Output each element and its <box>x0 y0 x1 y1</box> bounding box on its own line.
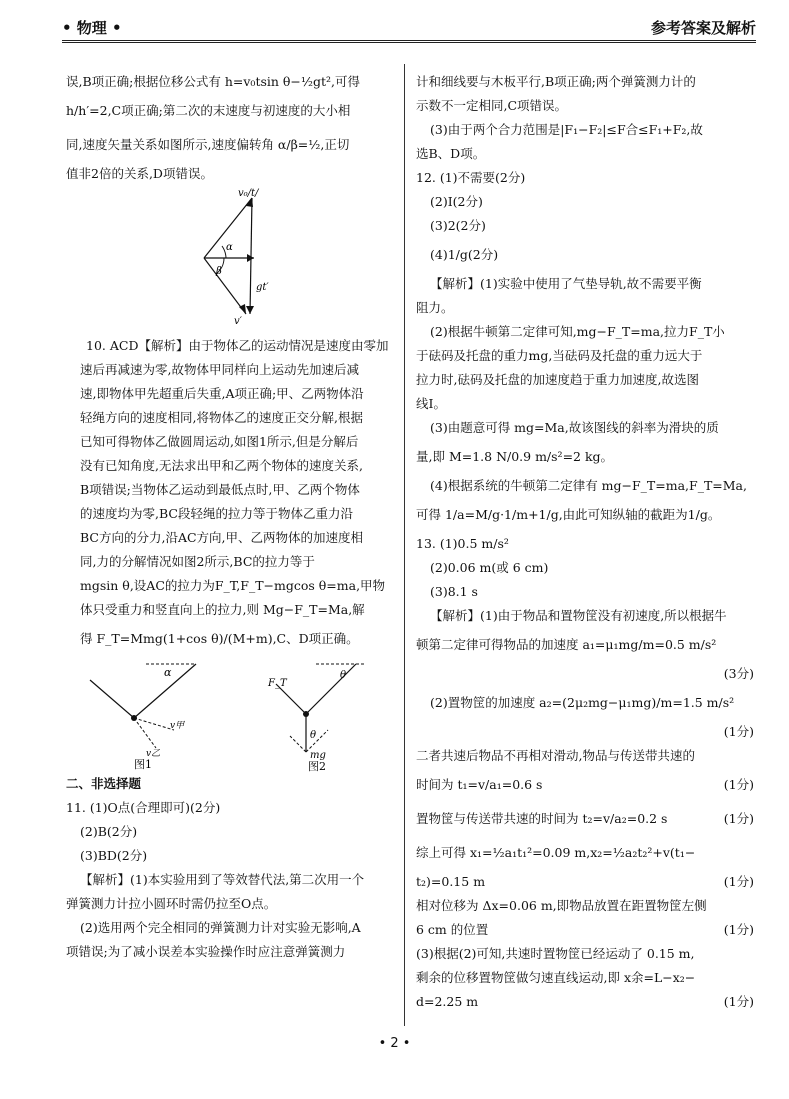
text-line: 轻绳方向的速度相同,将物体乙的速度正交分解,根据 <box>80 410 363 425</box>
vector-v-prime <box>204 258 246 314</box>
text-line: (3)BD(2分) <box>80 848 148 863</box>
text-line: 顿第二定律可得物品的加速度 a₁=μ₁mg/m=0.5 m/s² <box>416 637 717 652</box>
text-line: 于砝码及托盘的重力mg,当砝码及托盘的重力远大于 <box>416 348 703 363</box>
text-line: 拉力时,砝码及托盘的加速度趋于重力加速度,故选图 <box>416 372 699 387</box>
line-text: d=2.25 m <box>416 994 479 1009</box>
fig-label: F_T <box>268 678 287 689</box>
fig-label: α <box>164 666 172 679</box>
text-line: 量,即 M=1.8 N/0.9 m/s²=2 kg。 <box>416 449 614 464</box>
left-column <box>66 70 392 964</box>
text-line: 【解析】(1)实验中使用了气垫导轨,故不需要平衡 <box>430 276 702 291</box>
line-text: 6 cm 的位置 <box>416 922 489 937</box>
question-10-first-line: 10. ACD【解析】由于物体乙的运动情况是速度由零加 <box>86 338 389 353</box>
fig-label: θ <box>340 670 347 681</box>
score-points: (1分) <box>723 777 754 792</box>
header-title: 参考答案及解析 <box>650 19 756 37</box>
text-line: (3)8.1 s <box>430 584 478 599</box>
text-line: 【解析】(1)本实验用到了等效替代法,第二次用一个 <box>80 872 365 887</box>
text-line: 示数不一定相同,C项错误。 <box>416 98 568 113</box>
text-line: 阻力。 <box>416 300 454 315</box>
fig-caption: 图1 <box>134 758 152 771</box>
text-line: (3)2(2分) <box>430 218 486 233</box>
text-line: (3)由于两个合力范围是|F₁−F₂|≤F合≤F₁+F₂,故 <box>430 122 703 137</box>
text-line: (4)1/g(2分) <box>430 247 499 262</box>
scored-line <box>416 768 756 802</box>
score-points: (1分) <box>723 811 754 826</box>
fig1-label: α <box>226 242 233 253</box>
score-points: (1分) <box>723 994 754 1009</box>
rope-ac <box>90 680 134 718</box>
text-line: 没有已知角度,无法求出甲和乙两个物体的速度关系, <box>80 458 363 473</box>
text-line <box>66 334 392 358</box>
page-header <box>62 14 756 43</box>
text-line: 误,B项正确;根据位移公式有 h=v₀tsin θ−½gt²,可得 <box>66 74 361 89</box>
text-line: 同,力的分解情况如图2所示,BC的拉力等于 <box>80 554 315 569</box>
text-line: 计和细线要与木板平行,B项正确;两个弹簧测力计的 <box>416 74 696 89</box>
fig-caption: 图2 <box>308 760 326 772</box>
arrowhead <box>246 306 254 314</box>
velocity-component <box>134 718 174 730</box>
text-line: BC方向的分力,沿AC方向,甲、乙两物体的加速度相 <box>80 530 364 545</box>
fig-label: θ <box>310 730 317 741</box>
score-points: (1分) <box>723 922 754 937</box>
fig1-label: v′ <box>234 316 242 327</box>
scored-line <box>416 662 756 686</box>
scored-line <box>416 836 756 870</box>
text-line: (2)0.06 m(或 6 cm) <box>430 560 549 575</box>
score-points: (1分) <box>723 874 754 889</box>
text-line: 已知可得物体乙做圆周运动,如图1所示,但是分解后 <box>80 434 359 449</box>
text-line: 11. (1)O点(合理即可)(2分) <box>66 800 221 815</box>
text-line: (4)根据系统的牛顿第二定律有 mg−F_T=ma,F_T=Ma, <box>430 478 747 493</box>
scored-line <box>416 870 756 894</box>
text-line: 13. (1)0.5 m/s² <box>416 536 509 551</box>
scored-line <box>416 942 756 966</box>
text-line: (2)Ⅰ(2分) <box>430 194 483 209</box>
arrowhead <box>246 198 253 207</box>
section-title: 二、非选择题 <box>66 776 142 791</box>
force-diagrams <box>66 656 392 772</box>
header-subject: • 物理 • <box>62 19 122 37</box>
line-text: 二者共速后物品不再相对滑动,物品与传送带共速的 <box>416 748 695 763</box>
text-line: (2)B(2分) <box>80 824 138 839</box>
text-line: mgsin θ,设AC的拉力为F_T,F_T−mgcos θ=ma,甲物 <box>80 578 386 593</box>
line-text: (2)置物筐的加速度 a₂=(2μ₂mg−μ₁mg)/m=1.5 m/s² <box>430 695 735 710</box>
text-line: (2)根据牛顿第二定律可知,mg−F_T=ma,拉力F_T小 <box>430 324 725 339</box>
scored-line <box>416 990 756 1014</box>
force-diagrams-svg <box>66 656 392 772</box>
fig-label: v乙 <box>146 749 161 759</box>
text-line: 选B、D项。 <box>416 146 486 161</box>
scored-line <box>416 720 756 744</box>
score-points: (1分) <box>723 724 754 739</box>
fig1-label: v₀/t/ <box>238 188 259 199</box>
object-yi <box>303 711 309 717</box>
page-number: • 2 • <box>378 1036 411 1051</box>
scored-line <box>416 918 756 942</box>
fig-label: mg <box>310 750 326 761</box>
fig1-label: β <box>216 266 222 277</box>
scored-line <box>416 894 756 918</box>
scored-line <box>416 744 756 768</box>
component-line <box>290 736 306 752</box>
text-line: 体只受重力和竖直向上的拉力,则 Mg−F_T=Ma,解 <box>80 602 365 617</box>
text-line: 可得 1/a=M/g·1/m+1/g,由此可知纵轴的截距为1/g。 <box>416 507 721 522</box>
line-text: 相对位移为 Δx=0.06 m,即物品放置在距置物筐左侧 <box>416 898 707 913</box>
text-line: 值非2倍的关系,D项错误。 <box>66 166 213 181</box>
score-points: (3分) <box>723 666 754 681</box>
line-text: 剩余的位移置物筐做匀速直线运动,即 x余=L−x₂− <box>416 970 696 985</box>
text-line: h/h′=2,C项正确;第二次的末速度与初速度的大小相 <box>66 103 351 118</box>
scored-line <box>416 686 756 720</box>
text-line: B项错误;当物体乙运动到最低点时,甲、乙两个物体 <box>80 482 360 497</box>
text-line: 的速度均为零,BC段轻绳的拉力等于物体乙重力沿 <box>80 506 353 521</box>
object-yi <box>131 715 137 721</box>
text-line: 速,即物体甲先超重后失重,A项正确;甲、乙两物体沿 <box>80 386 364 401</box>
velocity-vector-svg <box>66 186 392 334</box>
text-line: 同,速度矢量关系如图所示,速度偏转角 α/β=½,正切 <box>66 137 350 152</box>
scored-line <box>416 802 756 836</box>
text-line: 线Ⅰ。 <box>416 396 446 411</box>
text-line: 弹簧测力计拉小圆环时需仍拉至O点。 <box>66 896 277 911</box>
scored-line <box>416 966 756 990</box>
text-line: 12. (1)不需要(2分) <box>416 170 526 185</box>
line-text: (3)根据(2)可知,共速时置物筐已经运动了 0.15 m, <box>416 946 695 961</box>
text-line: 项错误;为了减小误差本实验操作时应注意弹簧测力 <box>66 944 346 959</box>
text-line: 得 F_T=Mmg(1+cos θ)/(M+m),C、D项正确。 <box>80 631 359 646</box>
velocity-component <box>134 718 156 748</box>
text-line: (2)选用两个完全相同的弹簧测力计对实验无影响,A <box>80 920 361 935</box>
text-line: 【解析】(1)由于物品和置物筐没有初速度,所以根据牛 <box>430 608 727 623</box>
text-line: (3)由题意可得 mg=Ma,故该图线的斜率为滑块的质 <box>430 420 719 435</box>
right-column <box>416 70 756 1014</box>
fig-label: v甲 <box>170 721 185 731</box>
column-divider <box>404 64 405 1026</box>
text-line: 速后再减速为零,故物体甲同样向上运动先加速后减 <box>80 362 359 377</box>
fig1-label: gt′ <box>256 282 269 293</box>
line-text: 综上可得 x₁=½a₁t₁²=0.09 m,x₂=½a₂t₂²+v(t₁− <box>416 845 696 860</box>
velocity-vector-diagram <box>66 186 392 334</box>
line-text: t₂)=0.15 m <box>416 874 486 889</box>
line-text: 时间为 t₁=v/a₁=0.6 s <box>416 777 543 792</box>
rope-bc <box>306 664 356 714</box>
line-text: 置物筐与传送带共速的时间为 t₂=v/a₂=0.2 s <box>416 811 668 826</box>
